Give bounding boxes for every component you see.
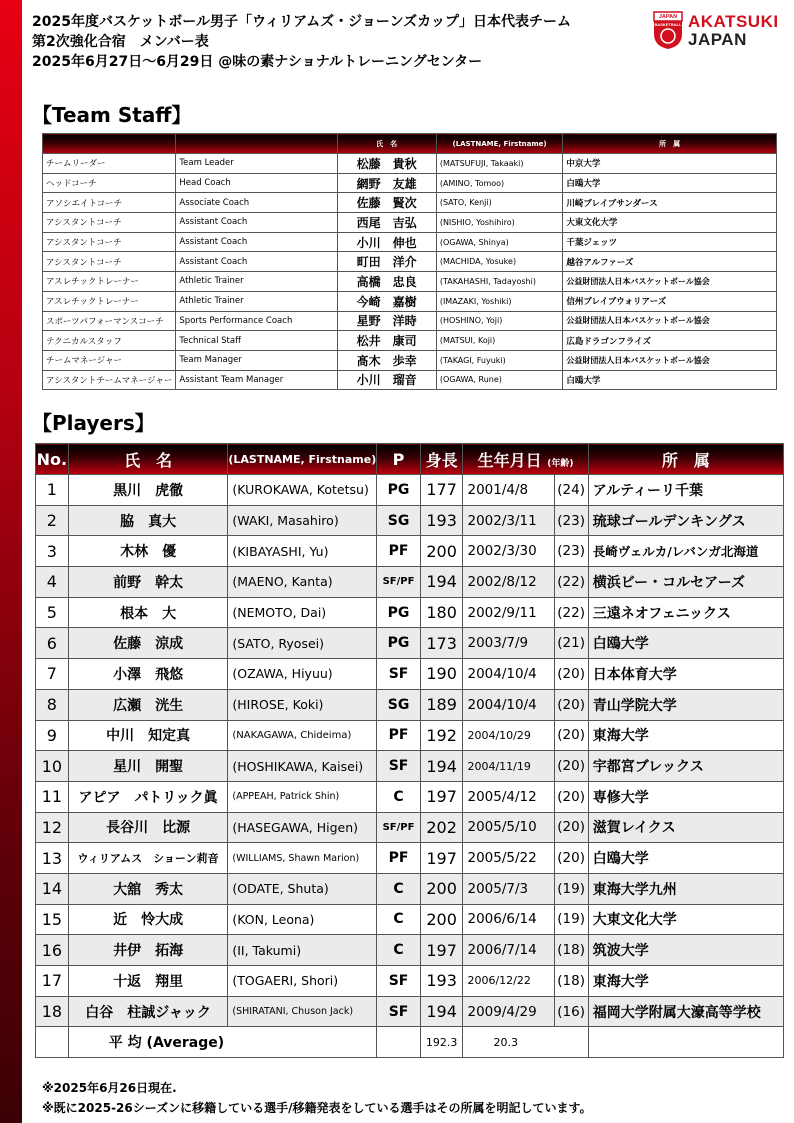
- player-name: 小澤 飛悠: [68, 659, 228, 690]
- footnotes: [42, 1078, 592, 1118]
- player-birthdate: 2006/6/14: [463, 904, 554, 935]
- players-header-dob-label: 生年月日: [477, 450, 542, 470]
- player-row: [36, 536, 784, 567]
- staff-role-en: Assistant Coach: [176, 213, 337, 233]
- player-name: 井伊 拓海: [68, 935, 228, 966]
- average-blank: [36, 1027, 69, 1058]
- player-age: (23): [554, 505, 588, 536]
- player-height: 202: [420, 812, 463, 843]
- staff-name-en: (NISHIO, Yoshihiro): [436, 213, 563, 233]
- players-table: [35, 443, 784, 1058]
- staff-role-jp: アシスタントチームマネージャー: [43, 370, 176, 390]
- staff-row: [43, 252, 777, 272]
- staff-name: 松井 康司: [337, 331, 436, 351]
- player-age: (20): [554, 812, 588, 843]
- staff-row: [43, 193, 777, 213]
- player-birthdate: 2003/7/9: [463, 628, 554, 659]
- player-birthdate: 2004/11/19: [463, 751, 554, 782]
- player-name: 星川 開聖: [68, 751, 228, 782]
- player-birthdate: 2005/4/12: [463, 781, 554, 812]
- average-affiliation-blank: [588, 1027, 783, 1058]
- player-number: 10: [36, 751, 69, 782]
- player-name-en: (SATO, Ryosei): [228, 628, 377, 659]
- player-name: 近 怜大成: [68, 904, 228, 935]
- player-name-en: (ODATE, Shuta): [228, 873, 377, 904]
- header-date-venue: 2025年6月27日～6月29日 @味の素ナショナルトレーニングセンター: [32, 54, 483, 70]
- player-number: 5: [36, 597, 69, 628]
- player-age: (22): [554, 567, 588, 598]
- staff-affiliation: 白鴎大学: [563, 173, 777, 193]
- player-position: SF: [377, 659, 421, 690]
- staff-name-en: (AMINO, Tomoo): [436, 173, 563, 193]
- player-row: [36, 843, 784, 874]
- player-affiliation: 専修大学: [588, 781, 783, 812]
- player-position: C: [377, 935, 421, 966]
- staff-row: [43, 331, 777, 351]
- brand-akatsuki: AKATSUKI: [688, 12, 779, 31]
- player-name: 脇 真大: [68, 505, 228, 536]
- staff-role-en: Assistant Team Manager: [176, 370, 337, 390]
- staff-name-en: (IMAZAKI, Yoshiki): [436, 291, 563, 311]
- staff-role-en: Head Coach: [176, 173, 337, 193]
- player-number: 17: [36, 966, 69, 997]
- player-affiliation: 滋賀レイクス: [588, 812, 783, 843]
- staff-header-name-en: (LASTNAME, Firstname): [436, 134, 563, 154]
- staff-role-en: Athletic Trainer: [176, 272, 337, 292]
- player-name-en: (NEMOTO, Dai): [228, 597, 377, 628]
- player-row: [36, 812, 784, 843]
- player-name-en: (TOGAERI, Shori): [228, 966, 377, 997]
- player-position: SG: [377, 689, 421, 720]
- player-affiliation: 琉球ゴールデンキングス: [588, 505, 783, 536]
- player-birthdate: 2002/9/11: [463, 597, 554, 628]
- player-age: (22): [554, 597, 588, 628]
- player-age: (23): [554, 536, 588, 567]
- player-age: (20): [554, 843, 588, 874]
- average-label: 平 均 (Average): [68, 1027, 376, 1058]
- staff-name-en: (OGAWA, Rune): [436, 370, 563, 390]
- player-affiliation: 青山学院大学: [588, 689, 783, 720]
- player-affiliation: 福岡大学附属大濠高等学校: [588, 996, 783, 1027]
- player-name: 佐藤 涼成: [68, 628, 228, 659]
- staff-role-en: Team Leader: [176, 154, 337, 174]
- staff-affiliation: 川崎ブレイブサンダース: [563, 193, 777, 213]
- staff-header-row: [43, 134, 777, 154]
- player-age: (18): [554, 935, 588, 966]
- player-height: 180: [420, 597, 463, 628]
- staff-name: 高橋 忠良: [337, 272, 436, 292]
- staff-name: 髙木 歩幸: [337, 350, 436, 370]
- players-header-dob: [463, 444, 588, 475]
- player-position: PG: [377, 475, 421, 506]
- staff-section-title: 【Team Staff】: [32, 103, 192, 127]
- player-birthdate: 2002/8/12: [463, 567, 554, 598]
- player-height: 200: [420, 536, 463, 567]
- staff-role-jp: チームマネージャー: [43, 350, 176, 370]
- player-number: 2: [36, 505, 69, 536]
- staff-affiliation: 千葉ジェッツ: [563, 232, 777, 252]
- player-position: PF: [377, 843, 421, 874]
- player-affiliation: 横浜ビー・コルセアーズ: [588, 567, 783, 598]
- staff-row: [43, 232, 777, 252]
- player-row: [36, 966, 784, 997]
- staff-role-en: Assistant Coach: [176, 252, 337, 272]
- player-position: SF: [377, 966, 421, 997]
- player-affiliation: 日本体育大学: [588, 659, 783, 690]
- staff-row: [43, 154, 777, 174]
- player-name-en: (HOSHIKAWA, Kaisei): [228, 751, 377, 782]
- player-position: C: [377, 781, 421, 812]
- player-affiliation: 宇都宮ブレックス: [588, 751, 783, 782]
- staff-role-jp: スポーツパフォーマンスコーチ: [43, 311, 176, 331]
- players-header-affiliation: 所 属: [588, 444, 783, 475]
- staff-name: 今崎 嘉樹: [337, 291, 436, 311]
- player-age: (19): [554, 904, 588, 935]
- player-birthdate: 2005/5/10: [463, 812, 554, 843]
- player-birthdate: 2006/7/14: [463, 935, 554, 966]
- player-height: 173: [420, 628, 463, 659]
- badge-text-top: JAPAN: [658, 14, 678, 20]
- player-name: 十返 翔里: [68, 966, 228, 997]
- staff-name: 小川 瑠音: [337, 370, 436, 390]
- staff-header-role-en: [176, 134, 337, 154]
- staff-name-en: (MATSUFUJI, Takaaki): [436, 154, 563, 174]
- staff-role-jp: テクニカルスタッフ: [43, 331, 176, 351]
- staff-affiliation: 中京大学: [563, 154, 777, 174]
- brand-japan: JAPAN: [688, 30, 747, 49]
- player-number: 8: [36, 689, 69, 720]
- player-number: 11: [36, 781, 69, 812]
- player-position: PF: [377, 536, 421, 567]
- average-row: [36, 1027, 784, 1058]
- staff-role-jp: アシスタントコーチ: [43, 252, 176, 272]
- players-header-position: P: [377, 444, 421, 475]
- staff-name-en: (MATSUI, Koji): [436, 331, 563, 351]
- staff-role-en: Assistant Coach: [176, 232, 337, 252]
- player-position: SF/PF: [377, 567, 421, 598]
- player-affiliation: 大東文化大学: [588, 904, 783, 935]
- player-row: [36, 659, 784, 690]
- player-row: [36, 904, 784, 935]
- player-name: 大舘 秀太: [68, 873, 228, 904]
- player-name-en: (MAENO, Kanta): [228, 567, 377, 598]
- staff-row: [43, 291, 777, 311]
- average-age: 20.3: [463, 1027, 588, 1058]
- player-age: (16): [554, 996, 588, 1027]
- staff-name: 佐藤 賢次: [337, 193, 436, 213]
- player-birthdate: 2004/10/29: [463, 720, 554, 751]
- japan-basketball-shield-icon: [652, 10, 684, 50]
- player-age: (20): [554, 781, 588, 812]
- player-number: 18: [36, 996, 69, 1027]
- player-number: 12: [36, 812, 69, 843]
- players-section-title: 【Players】: [32, 411, 155, 435]
- document-header: [32, 12, 652, 72]
- staff-affiliation: 白鴎大学: [563, 370, 777, 390]
- player-age: (20): [554, 689, 588, 720]
- player-affiliation: 三遠ネオフェニックス: [588, 597, 783, 628]
- player-number: 16: [36, 935, 69, 966]
- staff-name-en: (SATO, Kenji): [436, 193, 563, 213]
- player-name-en: (WAKI, Masahiro): [228, 505, 377, 536]
- staff-role-en: Associate Coach: [176, 193, 337, 213]
- staff-name-en: (OGAWA, Shinya): [436, 232, 563, 252]
- player-age: (20): [554, 751, 588, 782]
- players-header-row: [36, 444, 784, 475]
- player-number: 14: [36, 873, 69, 904]
- player-name-en: (KIBAYASHI, Yu): [228, 536, 377, 567]
- player-height: 193: [420, 505, 463, 536]
- staff-row: [43, 350, 777, 370]
- player-position: PG: [377, 628, 421, 659]
- players-header-name: 氏 名: [68, 444, 228, 475]
- player-affiliation: アルティーリ千葉: [588, 475, 783, 506]
- staff-role-jp: アスレチックトレーナー: [43, 272, 176, 292]
- staff-row: [43, 311, 777, 331]
- player-number: 7: [36, 659, 69, 690]
- player-name: 木林 優: [68, 536, 228, 567]
- player-row: [36, 597, 784, 628]
- player-name: 中川 知定真: [68, 720, 228, 751]
- staff-affiliation: 広島ドラゴンフライズ: [563, 331, 777, 351]
- player-height: 189: [420, 689, 463, 720]
- staff-header-affiliation: 所 属: [563, 134, 777, 154]
- player-name-en: (II, Takumi): [228, 935, 377, 966]
- staff-affiliation: 公益財団法人日本バスケットボール協会: [563, 350, 777, 370]
- player-position: SF/PF: [377, 812, 421, 843]
- player-number: 13: [36, 843, 69, 874]
- players-header-no: No.: [36, 444, 69, 475]
- player-height: 197: [420, 843, 463, 874]
- player-name-en: (APPEAH, Patrick Shin): [228, 781, 377, 812]
- player-name: 白谷 柱誠ジャック: [68, 996, 228, 1027]
- player-name-en: (NAKAGAWA, Chideima): [228, 720, 377, 751]
- player-height: 190: [420, 659, 463, 690]
- players-header-name-en: (LASTNAME, Firstname): [228, 444, 377, 475]
- staff-table: [42, 133, 777, 390]
- staff-role-jp: アシスタントコーチ: [43, 232, 176, 252]
- player-affiliation: 東海大学: [588, 966, 783, 997]
- player-name-en: (KUROKAWA, Kotetsu): [228, 475, 377, 506]
- player-position: C: [377, 873, 421, 904]
- player-name: アピア パトリック眞: [68, 781, 228, 812]
- player-age: (24): [554, 475, 588, 506]
- red-side-bar: [0, 0, 22, 1123]
- player-name: 根本 大: [68, 597, 228, 628]
- staff-row: [43, 272, 777, 292]
- player-affiliation: 長崎ヴェルカ/レバンガ北海道: [588, 536, 783, 567]
- player-birthdate: 2009/4/29: [463, 996, 554, 1027]
- staff-affiliation: 公益財団法人日本バスケットボール協会: [563, 272, 777, 292]
- player-affiliation: 白鴎大学: [588, 628, 783, 659]
- player-birthdate: 2002/3/11: [463, 505, 554, 536]
- player-position: C: [377, 904, 421, 935]
- player-number: 4: [36, 567, 69, 598]
- staff-name-en: (TAKAGI, Fuyuki): [436, 350, 563, 370]
- player-birthdate: 2005/7/3: [463, 873, 554, 904]
- player-age: (18): [554, 966, 588, 997]
- player-name: 広瀬 洸生: [68, 689, 228, 720]
- staff-role-jp: アソシエイトコーチ: [43, 193, 176, 213]
- staff-header-role-jp: [43, 134, 176, 154]
- player-row: [36, 628, 784, 659]
- player-age: (20): [554, 659, 588, 690]
- player-height: 193: [420, 966, 463, 997]
- player-number: 6: [36, 628, 69, 659]
- player-name: 前野 幹太: [68, 567, 228, 598]
- player-height: 200: [420, 873, 463, 904]
- player-row: [36, 567, 784, 598]
- player-name-en: (OZAWA, Hiyuu): [228, 659, 377, 690]
- player-position: SG: [377, 505, 421, 536]
- staff-role-jp: チームリーダー: [43, 154, 176, 174]
- player-number: 9: [36, 720, 69, 751]
- staff-role-jp: アスレチックトレーナー: [43, 291, 176, 311]
- staff-role-jp: アシスタントコーチ: [43, 213, 176, 233]
- staff-name-en: (HOSHINO, Yoji): [436, 311, 563, 331]
- staff-name-en: (TAKAHASHI, Tadayoshi): [436, 272, 563, 292]
- player-height: 194: [420, 996, 463, 1027]
- staff-row: [43, 173, 777, 193]
- footnote-transfer: ※既に2025-26シーズンに移籍している選手/移籍発表をしている選手はその所属を明記しています。: [42, 1101, 592, 1115]
- player-affiliation: 東海大学: [588, 720, 783, 751]
- staff-name: 松藤 貴秋: [337, 154, 436, 174]
- average-position-blank: [377, 1027, 421, 1058]
- player-row: [36, 873, 784, 904]
- akatsuki-japan-logo: [652, 10, 792, 52]
- player-name-en: (HIROSE, Koki): [228, 689, 377, 720]
- staff-name: 西尾 吉弘: [337, 213, 436, 233]
- player-birthdate: 2002/3/30: [463, 536, 554, 567]
- player-row: [36, 781, 784, 812]
- player-row: [36, 935, 784, 966]
- average-height: 192.3: [420, 1027, 463, 1058]
- player-height: 197: [420, 935, 463, 966]
- player-birthdate: 2004/10/4: [463, 659, 554, 690]
- players-header-height: 身長: [420, 444, 463, 475]
- player-position: PF: [377, 720, 421, 751]
- staff-name: 網野 友雄: [337, 173, 436, 193]
- players-header-age: (年齢): [547, 458, 574, 469]
- header-title: 2025年度バスケットボール男子「ウィリアムズ・ジョーンズカップ」日本代表チーム: [32, 14, 572, 30]
- header-subtitle: 第2次強化合宿 メンバー表: [32, 34, 209, 50]
- player-row: [36, 996, 784, 1027]
- player-number: 15: [36, 904, 69, 935]
- player-name: 黒川 虎徹: [68, 475, 228, 506]
- staff-role-en: Technical Staff: [176, 331, 337, 351]
- player-row: [36, 689, 784, 720]
- staff-header-name: 氏 名: [337, 134, 436, 154]
- player-name-en: (SHIRATANI, Chuson Jack): [228, 996, 377, 1027]
- player-name-en: (KON, Leona): [228, 904, 377, 935]
- player-number: 1: [36, 475, 69, 506]
- player-number: 3: [36, 536, 69, 567]
- player-affiliation: 白鴎大学: [588, 843, 783, 874]
- player-position: PG: [377, 597, 421, 628]
- player-birthdate: 2004/10/4: [463, 689, 554, 720]
- player-name-en: (WILLIAMS, Shawn Marion): [228, 843, 377, 874]
- staff-row: [43, 370, 777, 390]
- player-height: 194: [420, 567, 463, 598]
- player-height: 197: [420, 781, 463, 812]
- player-birthdate: 2006/12/22: [463, 966, 554, 997]
- player-position: SF: [377, 996, 421, 1027]
- player-row: [36, 751, 784, 782]
- player-height: 177: [420, 475, 463, 506]
- staff-row: [43, 213, 777, 233]
- staff-name: 小川 伸也: [337, 232, 436, 252]
- staff-affiliation: 公益財団法人日本バスケットボール協会: [563, 311, 777, 331]
- player-row: [36, 720, 784, 751]
- player-affiliation: 筑波大学: [588, 935, 783, 966]
- staff-name: 町田 洋介: [337, 252, 436, 272]
- player-name: ウィリアムス ショーン莉音: [68, 843, 228, 874]
- player-height: 194: [420, 751, 463, 782]
- staff-role-jp: ヘッドコーチ: [43, 173, 176, 193]
- badge-text-bottom: BASKETBALL: [654, 22, 682, 27]
- staff-role-en: Team Manager: [176, 350, 337, 370]
- player-height: 200: [420, 904, 463, 935]
- player-affiliation: 東海大学九州: [588, 873, 783, 904]
- player-row: [36, 475, 784, 506]
- player-age: (21): [554, 628, 588, 659]
- player-age: (19): [554, 873, 588, 904]
- footnote-date: ※2025年6月26日現在.: [42, 1081, 177, 1095]
- staff-role-en: Athletic Trainer: [176, 291, 337, 311]
- staff-affiliation: 越谷アルファーズ: [563, 252, 777, 272]
- player-birthdate: 2001/4/8: [463, 475, 554, 506]
- staff-name-en: (MACHIDA, Yosuke): [436, 252, 563, 272]
- player-height: 192: [420, 720, 463, 751]
- staff-name: 星野 洋時: [337, 311, 436, 331]
- staff-role-en: Sports Performance Coach: [176, 311, 337, 331]
- player-position: SF: [377, 751, 421, 782]
- player-name: 長谷川 比源: [68, 812, 228, 843]
- player-age: (20): [554, 720, 588, 751]
- staff-affiliation: 大東文化大学: [563, 213, 777, 233]
- staff-affiliation: 信州ブレイブウォリアーズ: [563, 291, 777, 311]
- player-name-en: (HASEGAWA, Higen): [228, 812, 377, 843]
- player-row: [36, 505, 784, 536]
- player-birthdate: 2005/5/22: [463, 843, 554, 874]
